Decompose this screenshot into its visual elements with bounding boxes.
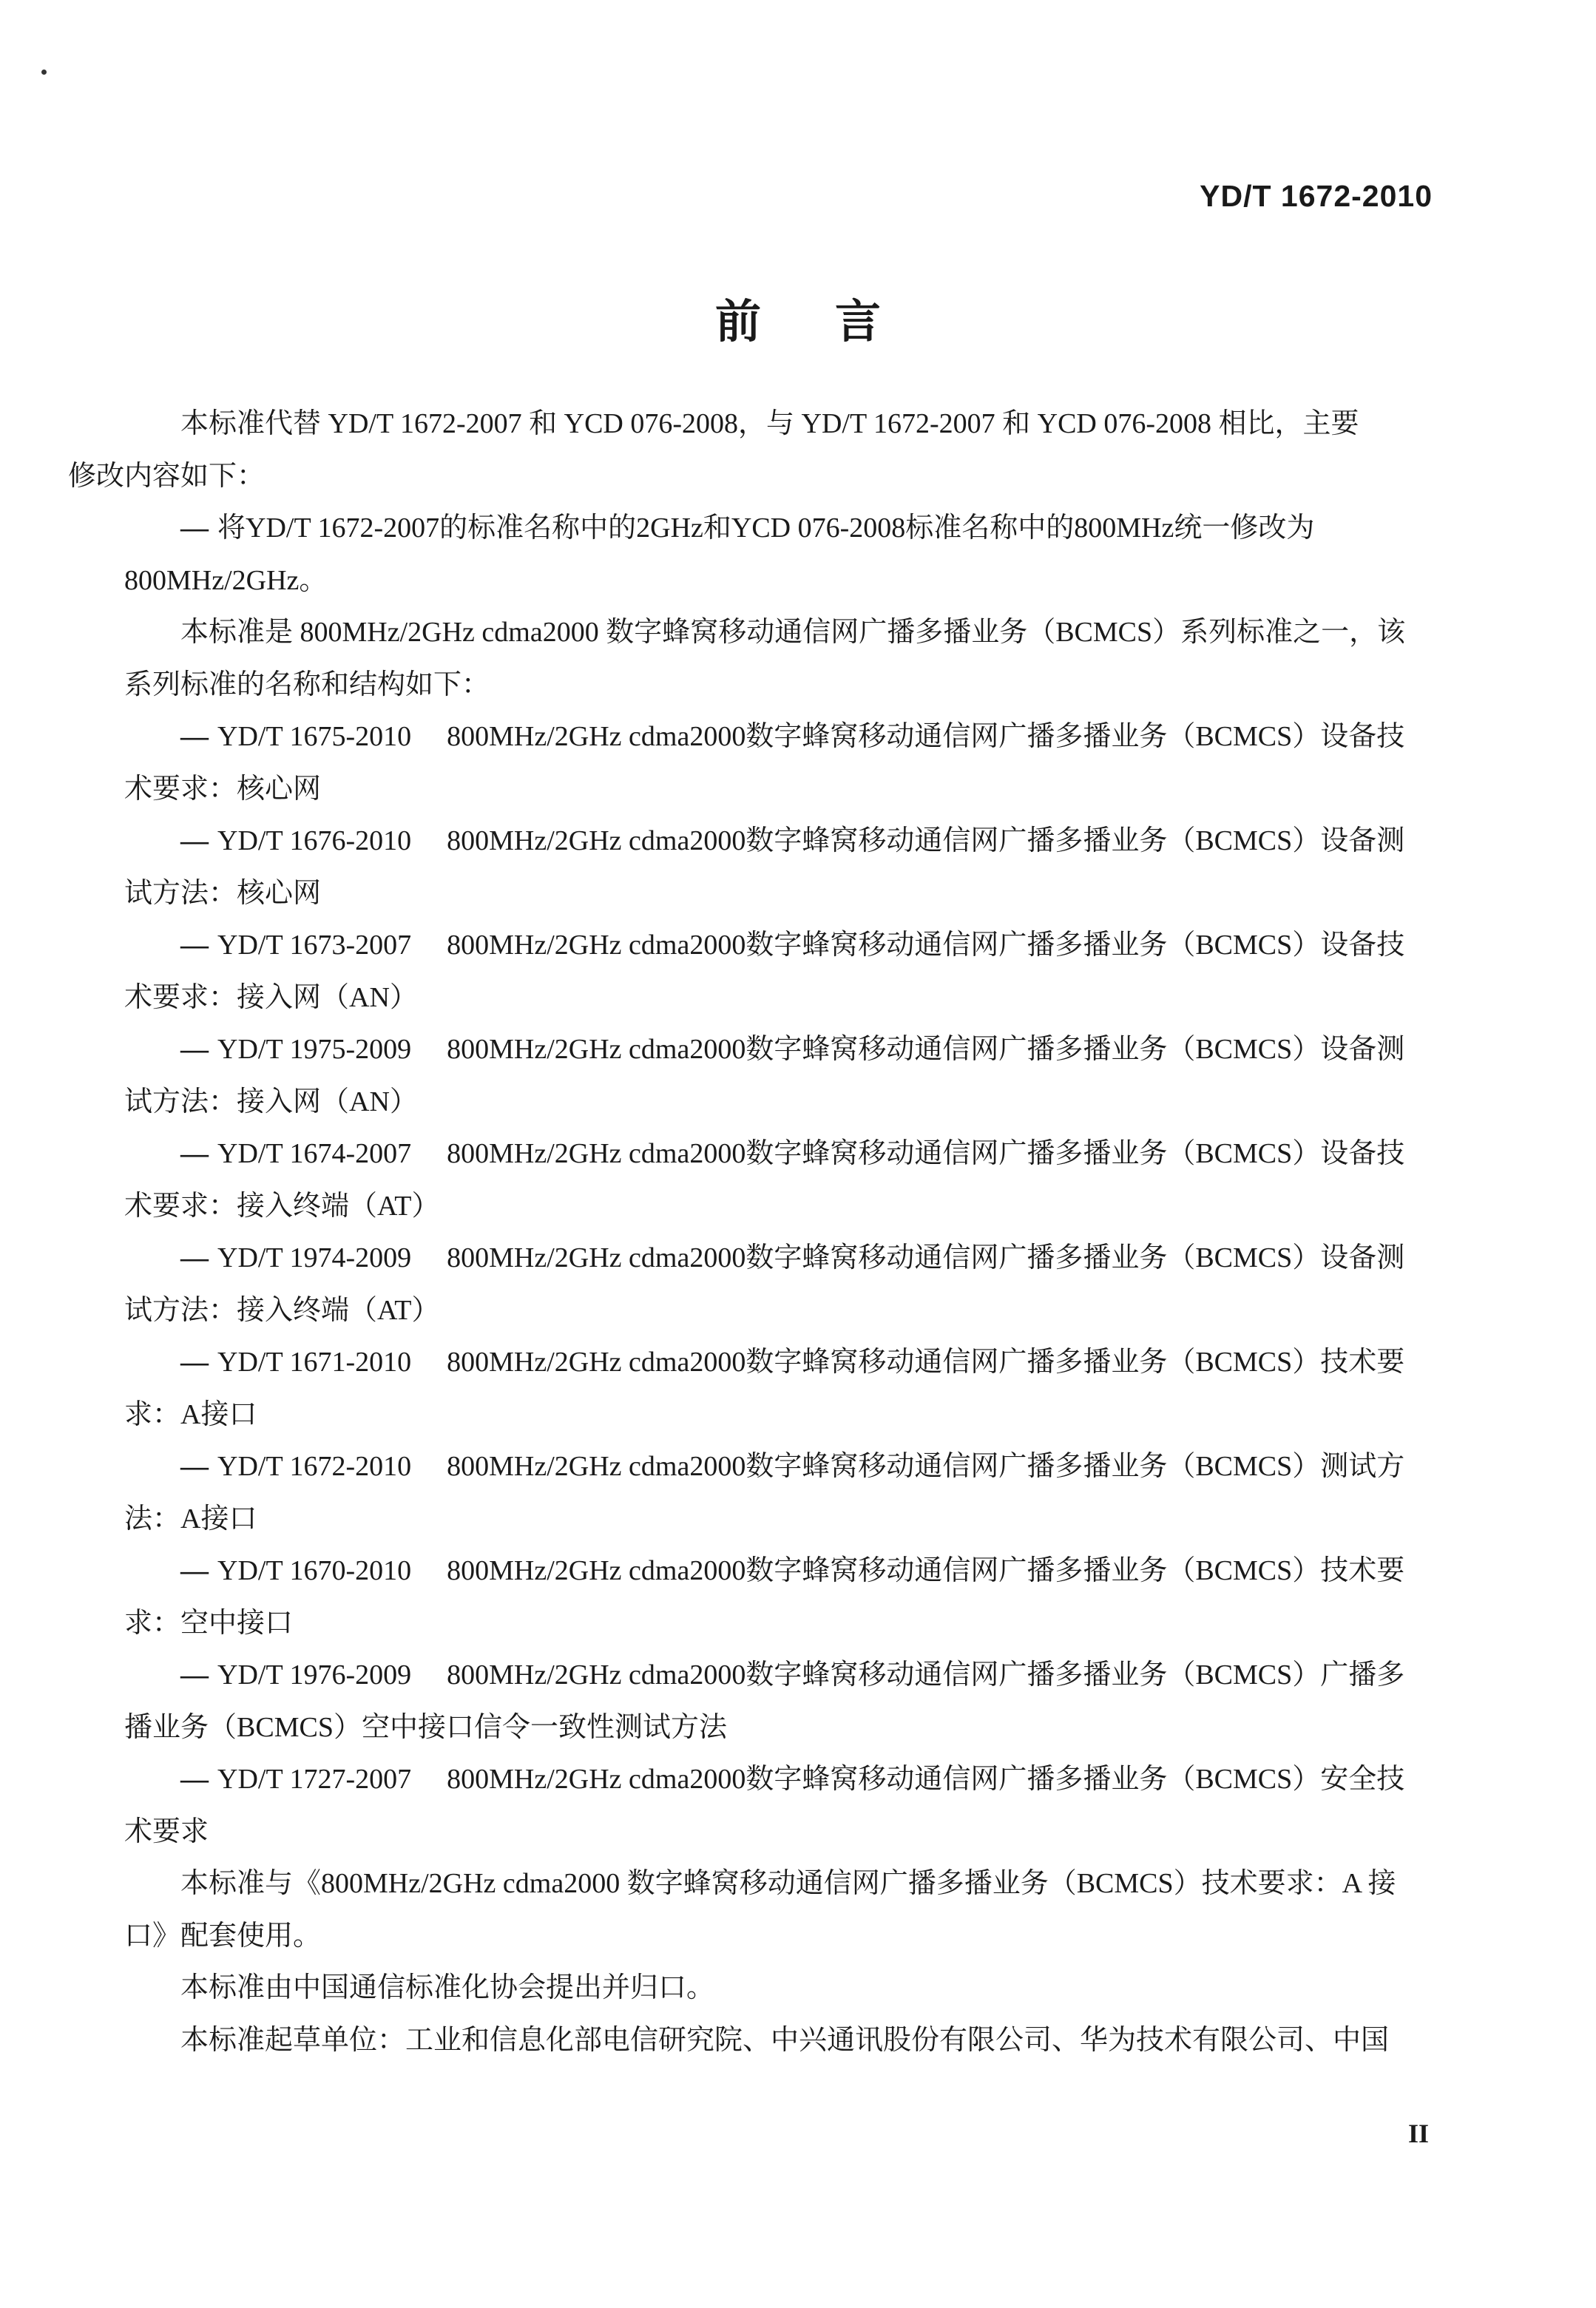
standard-title-line-1: 800MHz/2GHz cdma2000数字蜂窝移动通信网广播多播业务（BCMCS）设备测 <box>447 825 1405 856</box>
standard-title-line-1: 800MHz/2GHz cdma2000数字蜂窝移动通信网广播多播业务（BCMCS）技术要 <box>447 1555 1405 1586</box>
standard-title-line-1: 800MHz/2GHz cdma2000数字蜂窝移动通信网广播多播业务（BCMCS）设备技 <box>447 1138 1405 1169</box>
standard-title-line-1: 800MHz/2GHz cdma2000数字蜂窝移动通信网广播多播业务（BCMCS）设备测 <box>447 1242 1405 1273</box>
standard-title-line-1: 800MHz/2GHz cdma2000数字蜂窝移动通信网广播多播业务（BCMCS）技术要 <box>447 1347 1405 1378</box>
standard-title-line-2: 播业务（BCMCS）空中接口信令一致性测试方法 <box>124 1711 727 1743</box>
scan-speck <box>41 70 47 75</box>
list-item <box>124 815 1433 919</box>
standard-title-line-1: 800MHz/2GHz cdma2000数字蜂窝移动通信网广播多播业务（BCMCS）安全技 <box>447 1764 1405 1795</box>
list-item <box>124 1023 1433 1128</box>
standard-title-line-2: 试方法：接入网（AN） <box>124 1086 418 1117</box>
series-list <box>124 711 1433 1858</box>
companion-paragraph <box>124 1858 1433 1962</box>
standard-title-line-2: 术要求：接入终端（AT） <box>124 1190 440 1222</box>
standard-code: YD/T 1675-2010 <box>217 721 412 752</box>
standard-title-line-2: 试方法：核心网 <box>124 877 322 909</box>
change-line-1: 将YD/T 1672-2007的标准名称中的2GHz和YCD 076-2008标准名称中的800MHz统一修改为 <box>217 512 1315 544</box>
document-number: YD/T 1672-2010 <box>1200 179 1433 213</box>
standard-title-line-2: 求：A接口 <box>124 1398 257 1430</box>
intro-line-1: 本标准代替 YD/T 1672-2007 和 YCD 076-2008，与 YD/T 1672-2007 和 YCD 076-2008 相比，主要 <box>180 408 1359 439</box>
standard-code: YD/T 1674-2007 <box>217 1138 412 1169</box>
dash-marker: — <box>180 825 209 856</box>
dash-marker: — <box>180 1242 209 1273</box>
dash-marker: — <box>180 1764 209 1795</box>
list-item <box>124 919 1433 1023</box>
standard-code: YD/T 1974-2009 <box>217 1242 412 1273</box>
dash-marker: — <box>180 1659 209 1691</box>
change-line-2: 800MHz/2GHz。 <box>124 564 328 596</box>
list-item <box>124 1232 1433 1336</box>
list-item <box>124 711 1433 815</box>
list-item <box>124 1441 1433 1545</box>
companion-line-2: 口》配套使用。 <box>124 1920 322 1952</box>
standard-code: YD/T 1670-2010 <box>217 1555 412 1586</box>
standard-title-line-2: 试方法：接入终端（AT） <box>124 1294 440 1326</box>
series-intro-line-2: 系列标准的名称和结构如下： <box>124 669 490 700</box>
list-item <box>124 1545 1433 1649</box>
list-item <box>124 1753 1433 1858</box>
list-item <box>124 1336 1433 1441</box>
dash-marker: — <box>180 512 209 544</box>
standard-title-line-2: 术要求：接入网（AN） <box>124 981 418 1013</box>
standard-title-line-2: 术要求：核心网 <box>124 773 322 805</box>
standard-code: YD/T 1673-2007 <box>217 930 412 961</box>
standard-title-line-2: 求：空中接口 <box>124 1607 294 1639</box>
standard-code: YD/T 1672-2010 <box>217 1451 412 1482</box>
series-intro-line-1: 本标准是 800MHz/2GHz cdma2000 数字蜂窝移动通信网广播多播业务（BCMCS）系列标准之一，该 <box>180 617 1406 648</box>
intro-paragraph <box>68 398 1433 502</box>
standard-code: YD/T 1976-2009 <box>217 1659 412 1691</box>
dash-marker: — <box>180 721 209 752</box>
standard-title-line-1: 800MHz/2GHz cdma2000数字蜂窝移动通信网广播多播业务（BCMCS）设备测 <box>447 1034 1405 1065</box>
standard-code: YD/T 1671-2010 <box>217 1347 412 1378</box>
standard-title-line-1: 800MHz/2GHz cdma2000数字蜂窝移动通信网广播多播业务（BCMCS）设备技 <box>447 930 1405 961</box>
list-item <box>124 1649 1433 1753</box>
change-item <box>124 502 1433 606</box>
series-intro-paragraph <box>124 606 1433 711</box>
page-number: II <box>1407 2119 1429 2148</box>
standard-code: YD/T 1975-2009 <box>217 1034 412 1065</box>
dash-marker: — <box>180 1347 209 1378</box>
dash-marker: — <box>180 1138 209 1169</box>
dash-marker: — <box>180 1451 209 1482</box>
intro-line-2: 修改内容如下： <box>68 460 266 492</box>
dash-marker: — <box>180 930 209 961</box>
proposer-paragraph: 本标准由中国通信标准化协会提出并归口。 <box>180 1972 715 2003</box>
standard-code: YD/T 1676-2010 <box>217 825 412 856</box>
page-title: 前言 <box>714 297 955 348</box>
standard-title-line-1: 800MHz/2GHz cdma2000数字蜂窝移动通信网广播多播业务（BCMCS）广播多 <box>447 1659 1405 1691</box>
drafting-paragraph: 本标准起草单位：工业和信息化部电信研究院、中兴通讯股份有限公司、华为技术有限公司、中国 <box>180 2024 1390 2056</box>
list-item <box>124 1128 1433 1232</box>
standard-title-line-2: 法：A接口 <box>124 1503 257 1534</box>
standard-code: YD/T 1727-2007 <box>217 1764 412 1795</box>
companion-line-1: 本标准与《800MHz/2GHz cdma2000 数字蜂窝移动通信网广播多播业务（BCMCS）技术要求：A 接 <box>180 1868 1396 1899</box>
standard-title-line-2: 术要求 <box>124 1815 209 1847</box>
document-body <box>68 398 1433 2066</box>
dash-marker: — <box>180 1034 209 1065</box>
dash-marker: — <box>180 1555 209 1586</box>
standard-title-line-1: 800MHz/2GHz cdma2000数字蜂窝移动通信网广播多播业务（BCMCS）测试方 <box>447 1451 1405 1482</box>
standard-title-line-1: 800MHz/2GHz cdma2000数字蜂窝移动通信网广播多播业务（BCMCS）设备技 <box>447 721 1405 752</box>
